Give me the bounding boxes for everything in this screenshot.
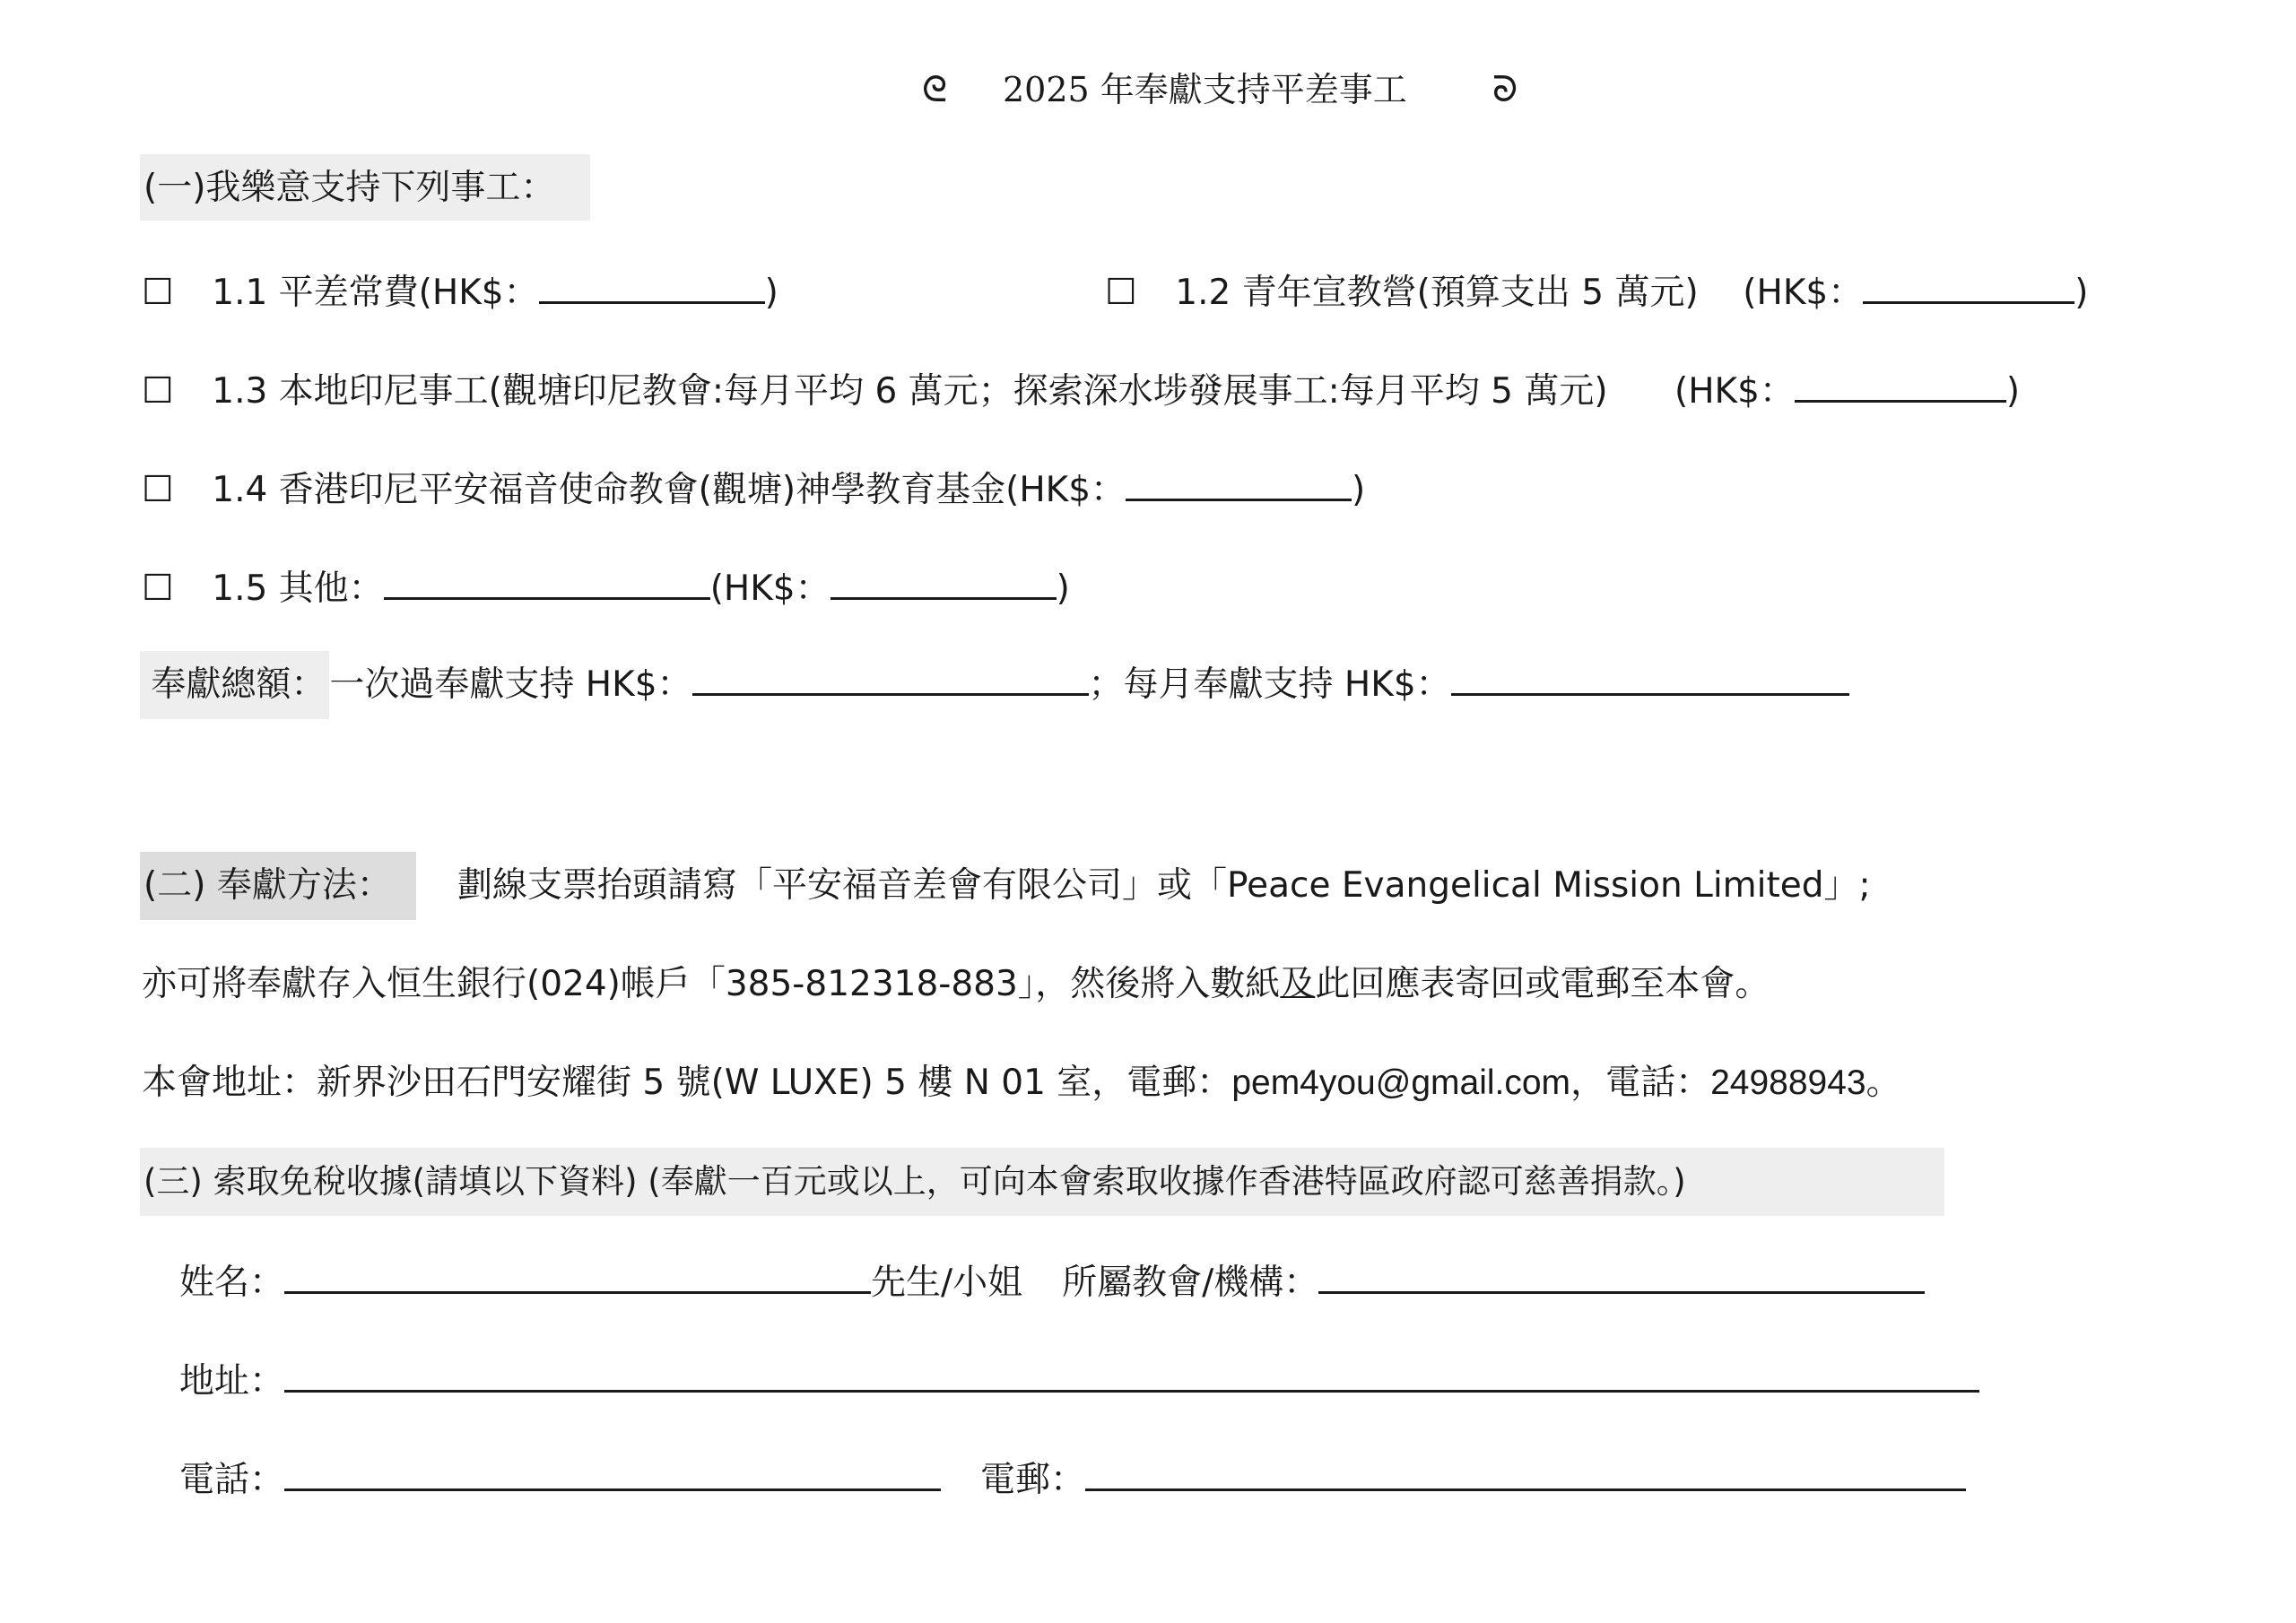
recipient-email-label: 電郵： <box>980 1460 1086 1500</box>
phone-separator: ， <box>1570 1063 1606 1103</box>
contact-line <box>142 1058 1901 1108</box>
email-field[interactable] <box>1085 1453 1966 1491</box>
item-1-2-suffix: ) <box>2074 273 2089 313</box>
item-1-5-middle: (HK$： <box>709 568 831 609</box>
checkbox-1-1[interactable]: ☐ <box>142 272 174 313</box>
bank-underlined-and: 及 <box>1280 964 1316 1004</box>
church-label: 所屬教會/機構： <box>1062 1263 1319 1303</box>
item-1-4-suffix: ) <box>1352 470 1366 510</box>
item-1-5-other-field[interactable] <box>384 561 710 600</box>
item-1-4-amount-field[interactable] <box>1126 463 1352 501</box>
item-1-2-label: 1.2 青年宣教營(預算支出 5 萬元) (HK$： <box>1175 273 1864 313</box>
item-1-3 <box>142 364 2020 417</box>
section2-heading: (二) 奉獻方法： <box>140 852 416 920</box>
item-1-4-label: 1.4 香港印尼平安福音使命教會(觀塘)神學教育基金(HK$： <box>212 470 1126 510</box>
church-field[interactable] <box>1318 1255 1925 1294</box>
item-1-5-label: 1.5 其他： <box>212 568 384 609</box>
phone-field[interactable] <box>284 1453 941 1491</box>
section3-heading: (三) 索取免稅收據(請填以下資料) (奉獻一百元或以上，可向本會索取收據作香港特區政府認可慈善捐款。) <box>140 1148 1944 1216</box>
bank-instructions <box>142 959 1770 1010</box>
one-time-label: 一次過奉獻支持 HK$： <box>329 664 692 705</box>
address-field[interactable] <box>284 1354 1979 1393</box>
checkbox-1-3[interactable]: ☐ <box>142 370 174 412</box>
item-1-3-amount-field[interactable] <box>1795 364 2006 403</box>
item-1-1-amount-field[interactable] <box>539 265 765 304</box>
right-ornament-icon: ᘐ <box>1492 69 1518 110</box>
phone-value: 24988943 <box>1710 1063 1866 1102</box>
section1-heading: (一)我樂意支持下列事工： <box>140 154 590 221</box>
email-label: 電郵： <box>1126 1063 1232 1103</box>
cheque-instructions: 劃線支票抬頭請寫「平安福音差會有限公司」或「Peace Evangelical Mission Limited」; <box>457 865 1871 906</box>
bank-text-3: 此回應表寄回或電郵至本會。 <box>1315 964 1770 1004</box>
bank-comma: ， <box>1035 965 1071 1003</box>
page-title: 2025 年奉獻支持平差事工 <box>1003 70 1407 109</box>
left-ornament-icon: ᘓ <box>922 69 948 110</box>
item-1-1-label: 1.1 平差常費(HK$： <box>212 273 539 313</box>
item-1-5 <box>142 561 1070 614</box>
recipient-address-label: 地址： <box>179 1361 285 1402</box>
name-label: 姓名： <box>179 1263 285 1303</box>
monthly-amount-field[interactable] <box>1451 657 1849 696</box>
checkbox-1-4[interactable]: ☐ <box>142 469 174 510</box>
phone-email-row <box>179 1453 1966 1506</box>
name-field[interactable] <box>284 1255 871 1294</box>
item-1-3-suffix: ) <box>2005 371 2021 412</box>
checkbox-1-5[interactable]: ☐ <box>142 568 174 609</box>
period: 。 <box>1866 1063 1901 1103</box>
address-label: 本會地址：新界沙田石門安耀街 5 號(W LUXE) 5 樓 N 01 室， <box>142 1063 1127 1103</box>
checkbox-1-2[interactable]: ☐ <box>1105 272 1137 313</box>
phone-label: 電話： <box>1605 1063 1711 1103</box>
item-1-5-suffix: ) <box>1056 568 1070 609</box>
monthly-label: ；每月奉獻支持 HK$： <box>1088 664 1451 705</box>
address-row <box>179 1354 1979 1407</box>
recipient-phone-label: 電話： <box>179 1460 285 1500</box>
item-1-2-amount-field[interactable] <box>1863 265 2074 304</box>
item-1-3-label: 1.3 本地印尼事工(觀塘印尼教會:每月平均 6 萬元；探索深水埗發展事工:每月平均 5 萬元) (HK$： <box>212 371 1795 412</box>
total-row <box>140 651 1849 719</box>
item-1-2 <box>1105 265 2088 318</box>
one-time-amount-field[interactable] <box>692 657 1089 696</box>
item-1-5-amount-field[interactable] <box>831 561 1057 600</box>
item-1-1 <box>142 265 778 318</box>
bank-text-1: 亦可將奉獻存入恒生銀行(024)帳戶「385-812318-883」 <box>142 964 1036 1004</box>
item-1-1-suffix: ) <box>764 273 778 313</box>
total-label: 奉獻總額： <box>140 651 329 719</box>
title-options: 先生/小姐 <box>871 1263 1023 1303</box>
email-value[interactable]: pem4you@gmail.com <box>1231 1063 1571 1102</box>
bank-text-2: 然後將入數紙 <box>1070 964 1281 1004</box>
name-row <box>179 1255 1925 1308</box>
item-1-4 <box>142 463 1365 516</box>
